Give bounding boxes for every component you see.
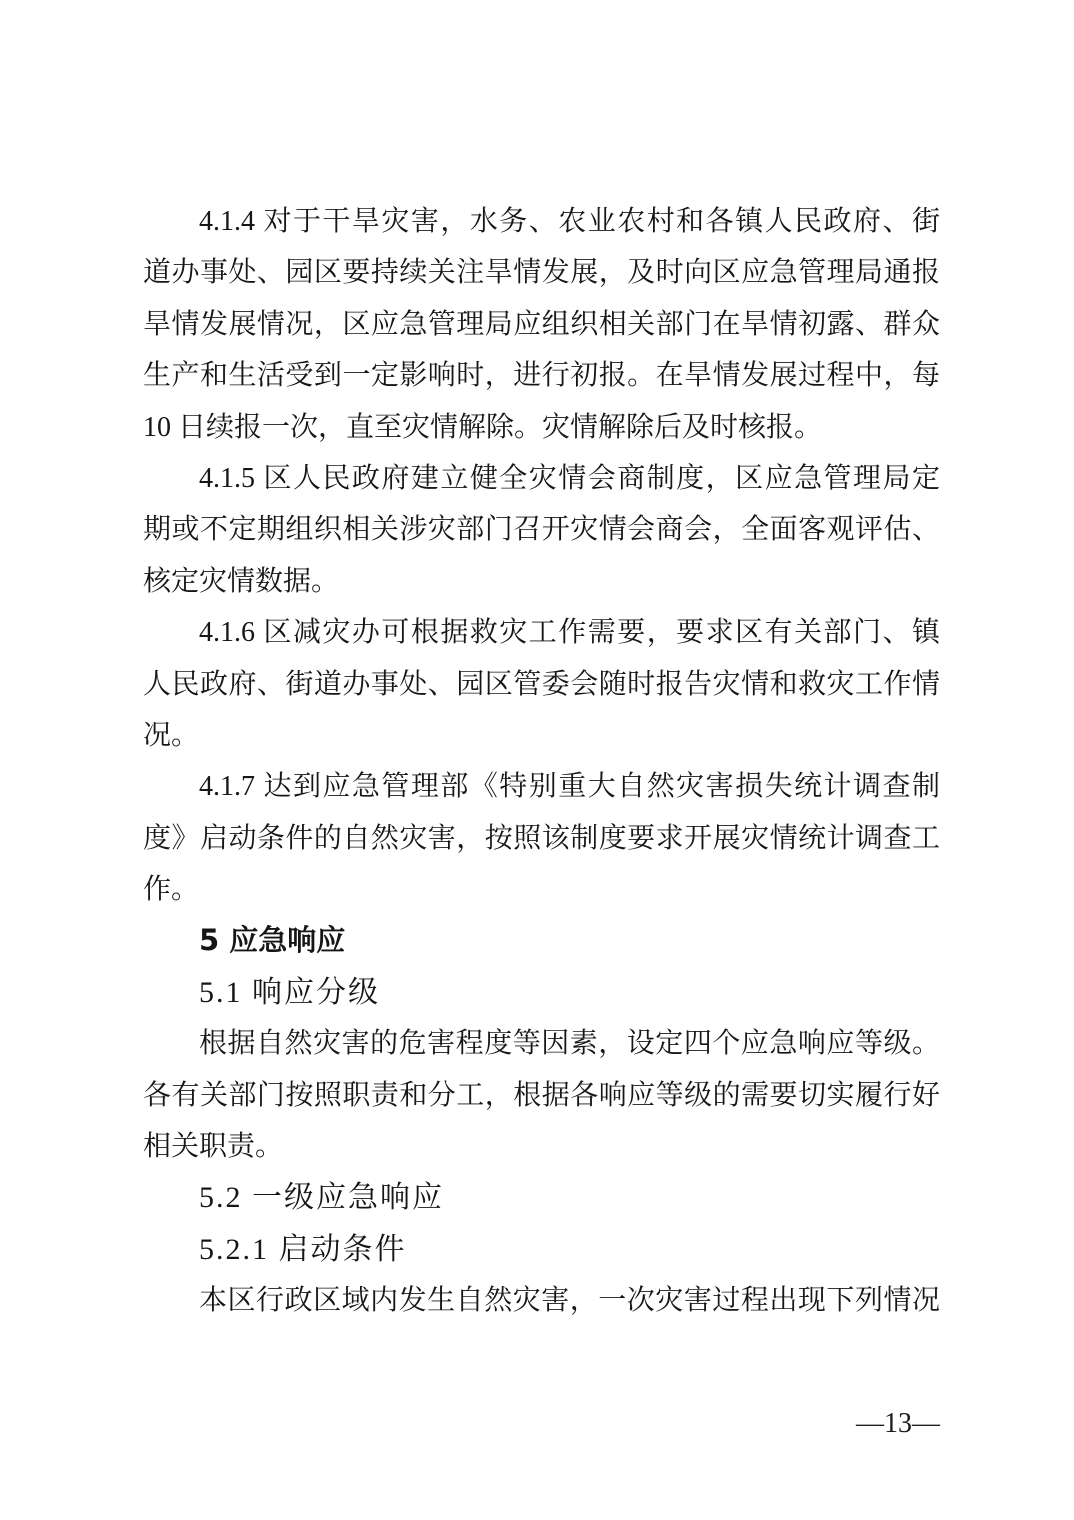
paragraph-line: 相关职责。: [143, 1131, 284, 1163]
paragraph-line: 旱情发展情况，区应急管理局应组织相关部门在旱情初露、群众: [143, 308, 940, 340]
paragraph-activation-conditions: [143, 1275, 940, 1326]
document-body: [143, 196, 940, 1327]
paragraph-line: 人民政府、街道办事处、园区管委会随时报告灾情和救灾工作情: [143, 668, 940, 700]
heading-5-2-1-activation-conditions: 5.2.1 启动条件: [199, 1232, 407, 1266]
paragraph-line: 10 日续报一次，直至灾情解除。灾情解除后及时核报。: [143, 411, 823, 443]
heading-5-emergency-response: 5 应急响应: [199, 923, 346, 958]
paragraph-4-1-5: [143, 453, 940, 607]
paragraph-line: 生产和生活受到一定影响时，进行初报。在旱情发展过程中，每: [143, 360, 940, 392]
paragraph-line: 度》启动条件的自然灾害，按照该制度要求开展灾情统计调查工: [143, 822, 940, 854]
paragraph-4-1-6: [143, 607, 940, 761]
paragraph-4-1-4: [143, 196, 940, 453]
paragraph-line: 道办事处、园区要持续关注旱情发展，及时向区应急管理局通报: [143, 257, 940, 289]
heading-5-1-response-grading: 5.1 响应分级: [199, 975, 380, 1009]
paragraph-line: 根据自然灾害的危害程度等因素，设定四个应急响应等级。: [199, 1028, 940, 1060]
paragraph-line: 4.1.4 对于干旱灾害，水务、农业农村和各镇人民政府、街: [199, 206, 940, 237]
heading-5-2-level-one-response: 5.2 一级应急响应: [199, 1181, 444, 1215]
page-number: —13—: [856, 1408, 940, 1439]
paragraph-line: 4.1.5 区人民政府建立健全灾情会商制度，区应急管理局定: [199, 462, 940, 494]
paragraph-line: 况。: [143, 719, 200, 751]
paragraph-line: 本区行政区域内发生自然灾害，一次灾害过程出现下列情况: [199, 1285, 940, 1317]
paragraph-response-levels: [143, 1018, 940, 1172]
paragraph-line: 各有关部门按照职责和分工，根据各响应等级的需要切实履行好: [143, 1079, 940, 1111]
paragraph-line: 4.1.6 区减灾办可根据救灾工作需要，要求区有关部门、镇: [199, 617, 940, 649]
paragraph-line: 作。: [143, 874, 200, 906]
paragraph-line: 核定灾情数据。: [143, 565, 340, 597]
paragraph-line: 期或不定期组织相关涉灾部门召开灾情会商会，全面客观评估、: [143, 514, 940, 546]
paragraph-line: 4.1.7 达到应急管理部《特别重大自然灾害损失统计调查制: [199, 771, 940, 803]
paragraph-4-1-7: [143, 761, 940, 915]
